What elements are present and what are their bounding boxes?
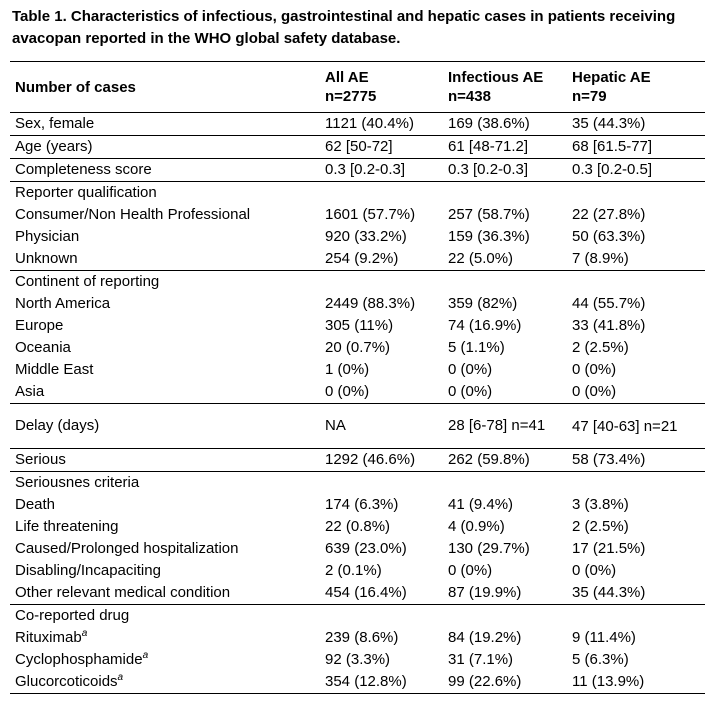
cell-hepatic-ae: 35 (44.3%)	[572, 115, 646, 132]
cell-infectious-ae: 31 (7.1%)	[448, 651, 514, 668]
cell-infectious-ae: 262 (59.8%)	[443, 449, 567, 472]
table-row-serious	[10, 449, 705, 472]
row-label: Unknown	[15, 250, 78, 267]
table-header-row	[10, 62, 705, 113]
table-row-continent-heading	[10, 271, 705, 294]
cell-infectious-ae: 4 (0.9%)	[448, 518, 505, 535]
cell-infectious-ae: 169 (38.6%)	[448, 115, 530, 132]
table-row-hospitalization	[10, 538, 705, 560]
cell-hepatic-ae: 0 (0%)	[572, 361, 617, 378]
cell-hepatic-ae: 47 [40-63] n=21	[567, 404, 705, 449]
table-row-seriousness-heading	[10, 472, 705, 495]
cell-hepatic-ae: 22 (27.8%)	[572, 206, 646, 223]
header-hepatic-ae-label: Hepatic AE	[572, 69, 651, 86]
table-row-cyclophosphamide	[10, 649, 705, 671]
footnote-marker: a	[81, 628, 88, 639]
header-all-ae-label: All AE	[325, 69, 369, 86]
cell-hepatic-ae: 7 (8.9%)	[572, 250, 629, 267]
cell-all-ae: 354 (12.8%)	[320, 671, 443, 694]
row-label: Age (years)	[10, 136, 320, 159]
row-label: Delay (days)	[10, 404, 320, 449]
footnote-marker: a	[142, 650, 149, 661]
cell-infectious-ae: 74 (16.9%)	[448, 317, 522, 334]
section-heading: Co-reported drug	[10, 605, 320, 628]
cell-hepatic-ae: 0 (0%)	[572, 383, 617, 400]
table-row-life-threatening	[10, 516, 705, 538]
row-label: Consumer/Non Health Professional	[15, 206, 251, 223]
table-row-physician	[10, 226, 705, 248]
cell-hepatic-ae: 3 (3.8%)	[572, 496, 629, 513]
cell-hepatic-ae: 35 (44.3%)	[572, 584, 646, 601]
cell-hepatic-ae: 9 (11.4%)	[572, 629, 636, 646]
cell-hepatic-ae: 17 (21.5%)	[572, 540, 646, 557]
cell-infectious-ae: 0 (0%)	[448, 562, 493, 579]
drug-name: Rituximab	[15, 629, 82, 646]
row-label: Caused/Prolonged hospitalization	[15, 540, 239, 557]
table-row-death	[10, 494, 705, 516]
cell-infectious-ae: 22 (5.0%)	[448, 250, 514, 267]
row-label: Middle East	[15, 361, 94, 378]
cell-hepatic-ae: 2 (2.5%)	[572, 339, 629, 356]
cell-all-ae: 20 (0.7%)	[325, 339, 391, 356]
cell-infectious-ae: 87 (19.9%)	[448, 584, 522, 601]
table-row-rituximab	[10, 627, 705, 649]
row-label: Serious	[10, 449, 320, 472]
cell-hepatic-ae: 33 (41.8%)	[572, 317, 646, 334]
header-all-ae-n: n=2775	[325, 88, 377, 105]
table-row-middle-east	[10, 359, 705, 381]
header-infectious-ae-label: Infectious AE	[448, 69, 544, 86]
cell-all-ae: 254 (9.2%)	[325, 250, 399, 267]
row-label: Europe	[15, 317, 64, 334]
drug-name: Cyclophosphamide	[15, 651, 143, 668]
section-heading: Continent of reporting	[10, 271, 320, 294]
row-label: North America	[15, 295, 111, 312]
cell-infectious-ae: 359 (82%)	[448, 295, 518, 312]
cell-infectious-ae: 28 [6-78] n=41	[443, 404, 567, 449]
cell-all-ae: 92 (3.3%)	[325, 651, 391, 668]
table-row-sex	[10, 113, 705, 136]
table-row-age	[10, 136, 705, 159]
row-label: Physician	[15, 228, 80, 245]
table-row-north-america	[10, 293, 705, 315]
cell-all-ae: 2449 (88.3%)	[325, 295, 416, 312]
header-hepatic-ae-n: n=79	[572, 88, 607, 105]
cell-hepatic-ae: 2 (2.5%)	[572, 518, 629, 535]
header-hepatic-ae	[567, 62, 705, 113]
row-label: Life threatening	[15, 518, 119, 535]
header-all-ae	[320, 62, 443, 113]
header-infectious-ae-n: n=438	[448, 88, 491, 105]
row-label	[10, 649, 320, 671]
table-row-asia	[10, 381, 705, 404]
cell-hepatic-ae: 0.3 [0.2-0.5]	[567, 159, 705, 182]
table-row-glucocorticoids	[10, 671, 705, 694]
cell-all-ae: 0.3 [0.2-0.3]	[320, 159, 443, 182]
table-row-coreported-heading	[10, 605, 705, 628]
cell-all-ae: 0 (0%)	[325, 383, 370, 400]
header-number-of-cases: Number of cases	[10, 62, 320, 113]
cell-all-ae: 305 (11%)	[325, 317, 394, 334]
section-heading: Seriousnes criteria	[10, 472, 320, 495]
row-label: Oceania	[15, 339, 71, 356]
row-label	[10, 627, 320, 649]
cell-all-ae: 174 (6.3%)	[325, 496, 399, 513]
cell-infectious-ae: 130 (29.7%)	[448, 540, 530, 557]
cell-all-ae: 1601 (57.7%)	[325, 206, 416, 223]
characteristics-table	[10, 61, 705, 694]
table-row-completeness	[10, 159, 705, 182]
cell-infectious-ae: 61 [48-71.2]	[443, 136, 567, 159]
cell-all-ae: 1292 (46.6%)	[320, 449, 443, 472]
cell-hepatic-ae: 68 [61.5-77]	[567, 136, 705, 159]
cell-hepatic-ae: 50 (63.3%)	[572, 228, 646, 245]
table-row-other-condition	[10, 582, 705, 605]
drug-name: Glucorcoticoids	[15, 673, 118, 690]
row-label: Death	[15, 496, 56, 513]
cell-infectious-ae: 159 (36.3%)	[448, 228, 530, 245]
row-label: Completeness score	[10, 159, 320, 182]
row-label: Other relevant medical condition	[15, 584, 231, 601]
cell-all-ae: 2 (0.1%)	[325, 562, 382, 579]
cell-all-ae: NA	[320, 404, 443, 449]
table-row-oceania	[10, 337, 705, 359]
table-row-delay	[10, 404, 705, 449]
cell-all-ae: 1121 (40.4%)	[325, 115, 414, 132]
table-row-europe	[10, 315, 705, 337]
row-label: Asia	[15, 383, 45, 400]
table-row-reporter-heading	[10, 182, 705, 205]
cell-infectious-ae: 0.3 [0.2-0.3]	[443, 159, 567, 182]
table-row-consumer	[10, 204, 705, 226]
cell-infectious-ae: 5 (1.1%)	[448, 339, 505, 356]
cell-hepatic-ae: 44 (55.7%)	[572, 295, 646, 312]
footnote-marker: a	[117, 672, 124, 683]
cell-all-ae: 22 (0.8%)	[325, 518, 391, 535]
cell-infectious-ae: 0 (0%)	[448, 361, 493, 378]
cell-infectious-ae: 257 (58.7%)	[448, 206, 530, 223]
cell-infectious-ae: 0 (0%)	[448, 383, 493, 400]
section-heading: Reporter qualification	[10, 182, 320, 205]
cell-all-ae: 239 (8.6%)	[325, 629, 399, 646]
cell-all-ae: 1 (0%)	[325, 361, 370, 378]
row-label	[10, 671, 320, 694]
cell-infectious-ae: 41 (9.4%)	[448, 496, 514, 513]
cell-infectious-ae: 99 (22.6%)	[443, 671, 567, 694]
cell-infectious-ae: 84 (19.2%)	[448, 629, 522, 646]
table-caption: Table 1. Characteristics of infectious, gastrointestinal and hepatic cases in patients receiving avacopan reported in the WHO global safety database.	[12, 8, 676, 47]
cell-hepatic-ae: 0 (0%)	[572, 562, 617, 579]
cell-all-ae: 62 [50-72]	[320, 136, 443, 159]
cell-hepatic-ae: 5 (6.3%)	[572, 651, 629, 668]
header-infectious-ae	[443, 62, 567, 113]
cell-hepatic-ae: 11 (13.9%)	[567, 671, 705, 694]
table-row-unknown	[10, 248, 705, 271]
cell-all-ae: 454 (16.4%)	[325, 584, 407, 601]
cell-all-ae: 920 (33.2%)	[325, 228, 407, 245]
cell-hepatic-ae: 58 (73.4%)	[567, 449, 705, 472]
cell-all-ae: 639 (23.0%)	[325, 540, 407, 557]
row-label: Disabling/Incapaciting	[15, 562, 161, 579]
table-row-disabling	[10, 560, 705, 582]
row-label: Sex, female	[15, 115, 95, 132]
